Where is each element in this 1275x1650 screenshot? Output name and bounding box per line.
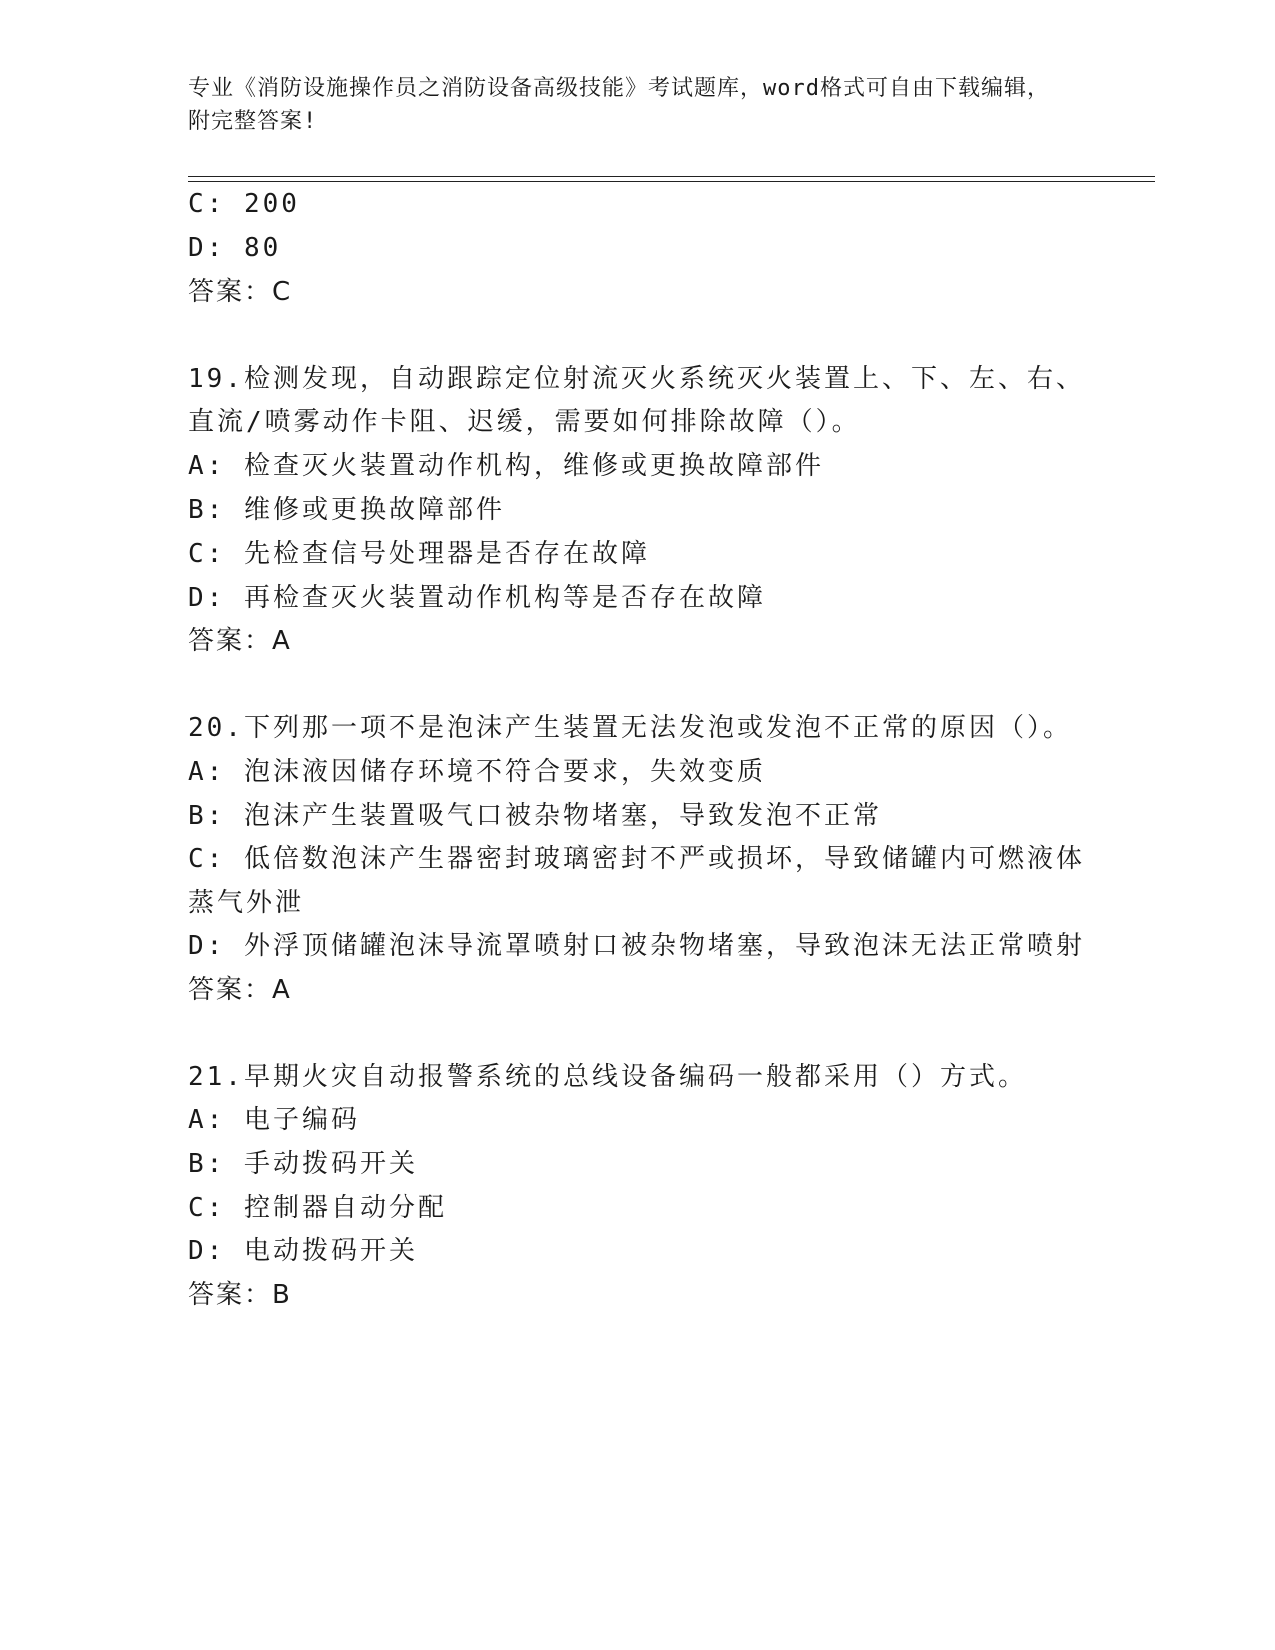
document-intro: 专业《消防设施操作员之消防设备高级技能》考试题库，word格式可自由下载编辑，附完整答案! bbox=[188, 76, 1050, 134]
q19-option-c: C: 先检查信号处理器是否存在故障 bbox=[188, 539, 650, 569]
q21-option-a: A: 电子编码 bbox=[188, 1105, 360, 1135]
prev-answer: 答案：C bbox=[188, 277, 293, 307]
q19-stem-line2: 直流/喷雾动作卡阻、迟缓，需要如何排除故障（）。 bbox=[188, 407, 861, 437]
q19-option-d: D: 再检查灭火装置动作机构等是否存在故障 bbox=[188, 583, 766, 613]
q21-answer: 答案：B bbox=[188, 1280, 292, 1310]
q19-option-a: A: 检查灭火装置动作机构，维修或更换故障部件 bbox=[188, 451, 824, 481]
q19-option-b: B: 维修或更换故障部件 bbox=[188, 495, 505, 525]
q19-stem-line1: 19.检测发现，自动跟踪定位射流灭火系统灭火装置上、下、左、右、 bbox=[188, 364, 1085, 394]
q20-option-b: B: 泡沫产生装置吸气口被杂物堵塞，导致发泡不正常 bbox=[188, 801, 882, 831]
q21-stem: 21.早期火灾自动报警系统的总线设备编码一般都采用（）方式。 bbox=[188, 1062, 1027, 1092]
q20-stem: 20.下列那一项不是泡沫产生装置无法发泡或发泡不正常的原因（）。 bbox=[188, 713, 1072, 743]
prev-option-d: D: 80 bbox=[188, 233, 282, 263]
q19-answer: 答案：A bbox=[188, 626, 292, 656]
q21-option-b: B: 手动拨码开关 bbox=[188, 1149, 418, 1179]
q20-option-c-line2: 蒸气外泄 bbox=[188, 888, 305, 918]
header-divider-top bbox=[188, 176, 1155, 177]
q20-option-a: A: 泡沫液因储存环境不符合要求，失效变质 bbox=[188, 757, 766, 787]
q20-answer: 答案：A bbox=[188, 975, 292, 1005]
prev-option-c: C: 200 bbox=[188, 189, 300, 219]
header-divider-bottom bbox=[188, 181, 1155, 182]
q20-option-c-line1: C: 低倍数泡沫产生器密封玻璃密封不严或损坏，导致储罐内可燃液体 bbox=[188, 844, 1085, 874]
q20-option-d: D: 外浮顶储罐泡沫导流罩喷射口被杂物堵塞，导致泡沫无法正常喷射 bbox=[188, 931, 1085, 961]
q21-option-c: C: 控制器自动分配 bbox=[188, 1193, 447, 1223]
q21-option-d: D: 电动拨码开关 bbox=[188, 1236, 418, 1266]
